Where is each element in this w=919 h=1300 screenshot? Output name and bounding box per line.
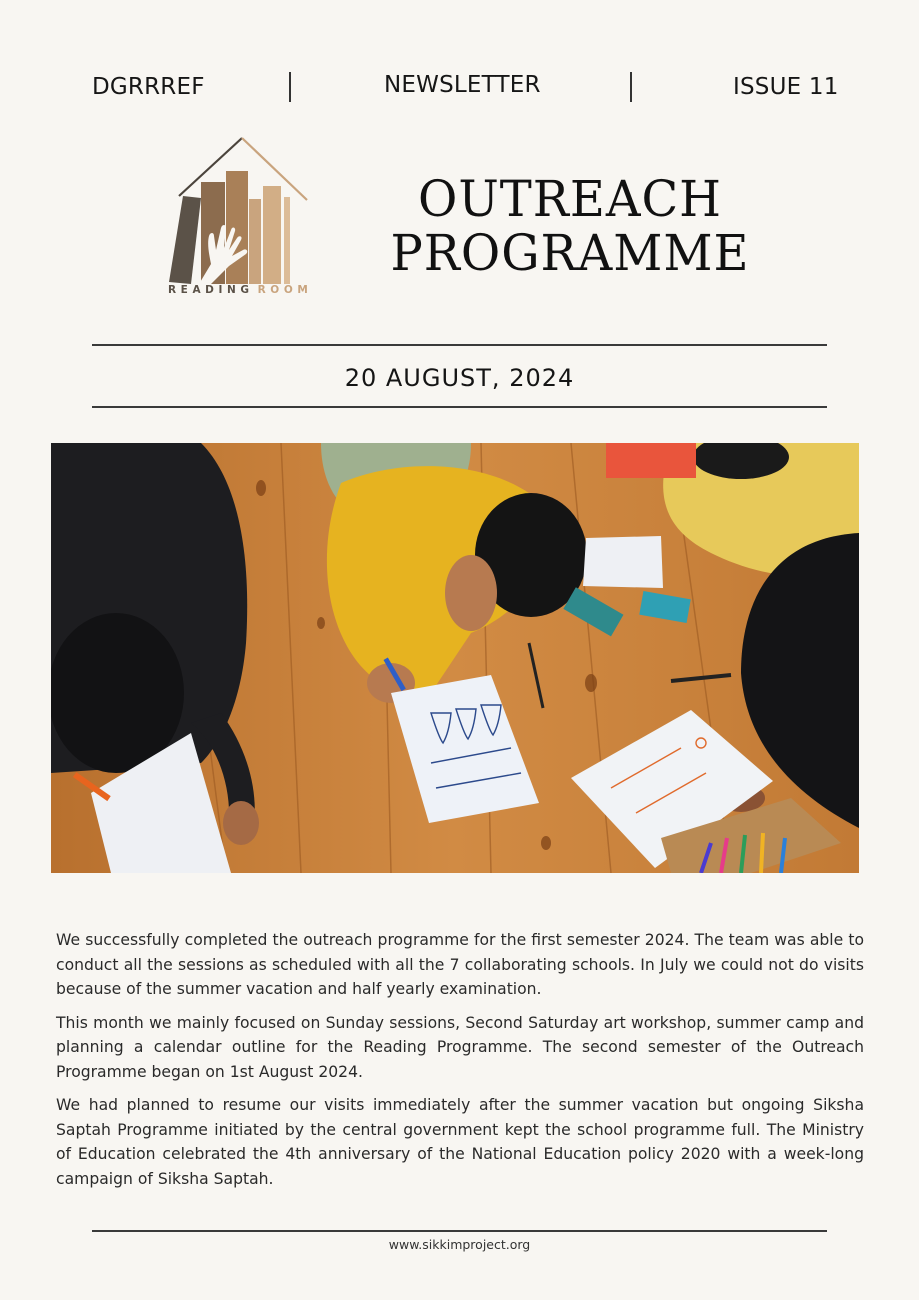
issue-date: 20 AUGUST, 2024 bbox=[344, 364, 575, 392]
logo-graphic bbox=[165, 136, 317, 286]
outreach-photo bbox=[51, 443, 859, 873]
logo-word-reading: READING bbox=[168, 284, 254, 296]
logo-wordmark bbox=[168, 284, 312, 296]
website-link[interactable]: www.sikkimproject.org bbox=[388, 1237, 531, 1252]
logo-book bbox=[249, 199, 261, 284]
logo-book-leaning bbox=[169, 196, 201, 284]
logo-book bbox=[263, 186, 281, 284]
divider-top bbox=[92, 344, 827, 346]
divider-bottom bbox=[92, 406, 827, 408]
masthead-divider bbox=[630, 72, 632, 102]
drawing-sheet-top-right bbox=[583, 536, 663, 588]
title-line-2: PROGRAMME bbox=[390, 224, 750, 282]
footer-divider bbox=[92, 1230, 827, 1232]
organization-name: DGRRREF bbox=[92, 74, 205, 100]
paragraph: This month we mainly focused on Sunday sessions, Second Saturday art workshop, summer camp and planning a calendar outline for the Reading Programme. The second semester of the Outreach Programme began on 1st August 2024. bbox=[56, 1013, 864, 1081]
publication-label: NEWSLETTER bbox=[384, 72, 541, 98]
photo-illustration bbox=[51, 443, 859, 873]
issue-number: ISSUE 11 bbox=[733, 74, 839, 100]
logo-word-room: ROOM bbox=[257, 284, 313, 296]
page-title bbox=[360, 172, 780, 280]
masthead-divider bbox=[289, 72, 291, 102]
logo-book bbox=[226, 171, 248, 284]
title-line-1: OUTREACH bbox=[418, 170, 722, 228]
paragraph: We successfully completed the outreach programme for the first semester 2024. The team was able to conduct all the sessions as scheduled with all the 7 collaborating schools. In July we could not do visits because of the summer vacation and half yearly examination. bbox=[56, 931, 864, 998]
child-left-hand bbox=[223, 801, 259, 845]
logo-book bbox=[284, 197, 290, 284]
child-center-face bbox=[445, 555, 497, 631]
red-box bbox=[606, 443, 696, 478]
reading-room-logo bbox=[165, 136, 317, 300]
article-body bbox=[56, 928, 864, 1200]
masthead bbox=[0, 70, 919, 110]
paragraph: We had planned to resume our visits immediately after the summer vacation but ongoing Siksha Saptah Programme initiated by the central government kept the school programme full. The Ministry of Education celebrated the 4th anniversary of the National Education policy 2020 with a week-long campaign of Siksha Saptah. bbox=[56, 1096, 864, 1188]
child-left-head bbox=[51, 613, 184, 773]
